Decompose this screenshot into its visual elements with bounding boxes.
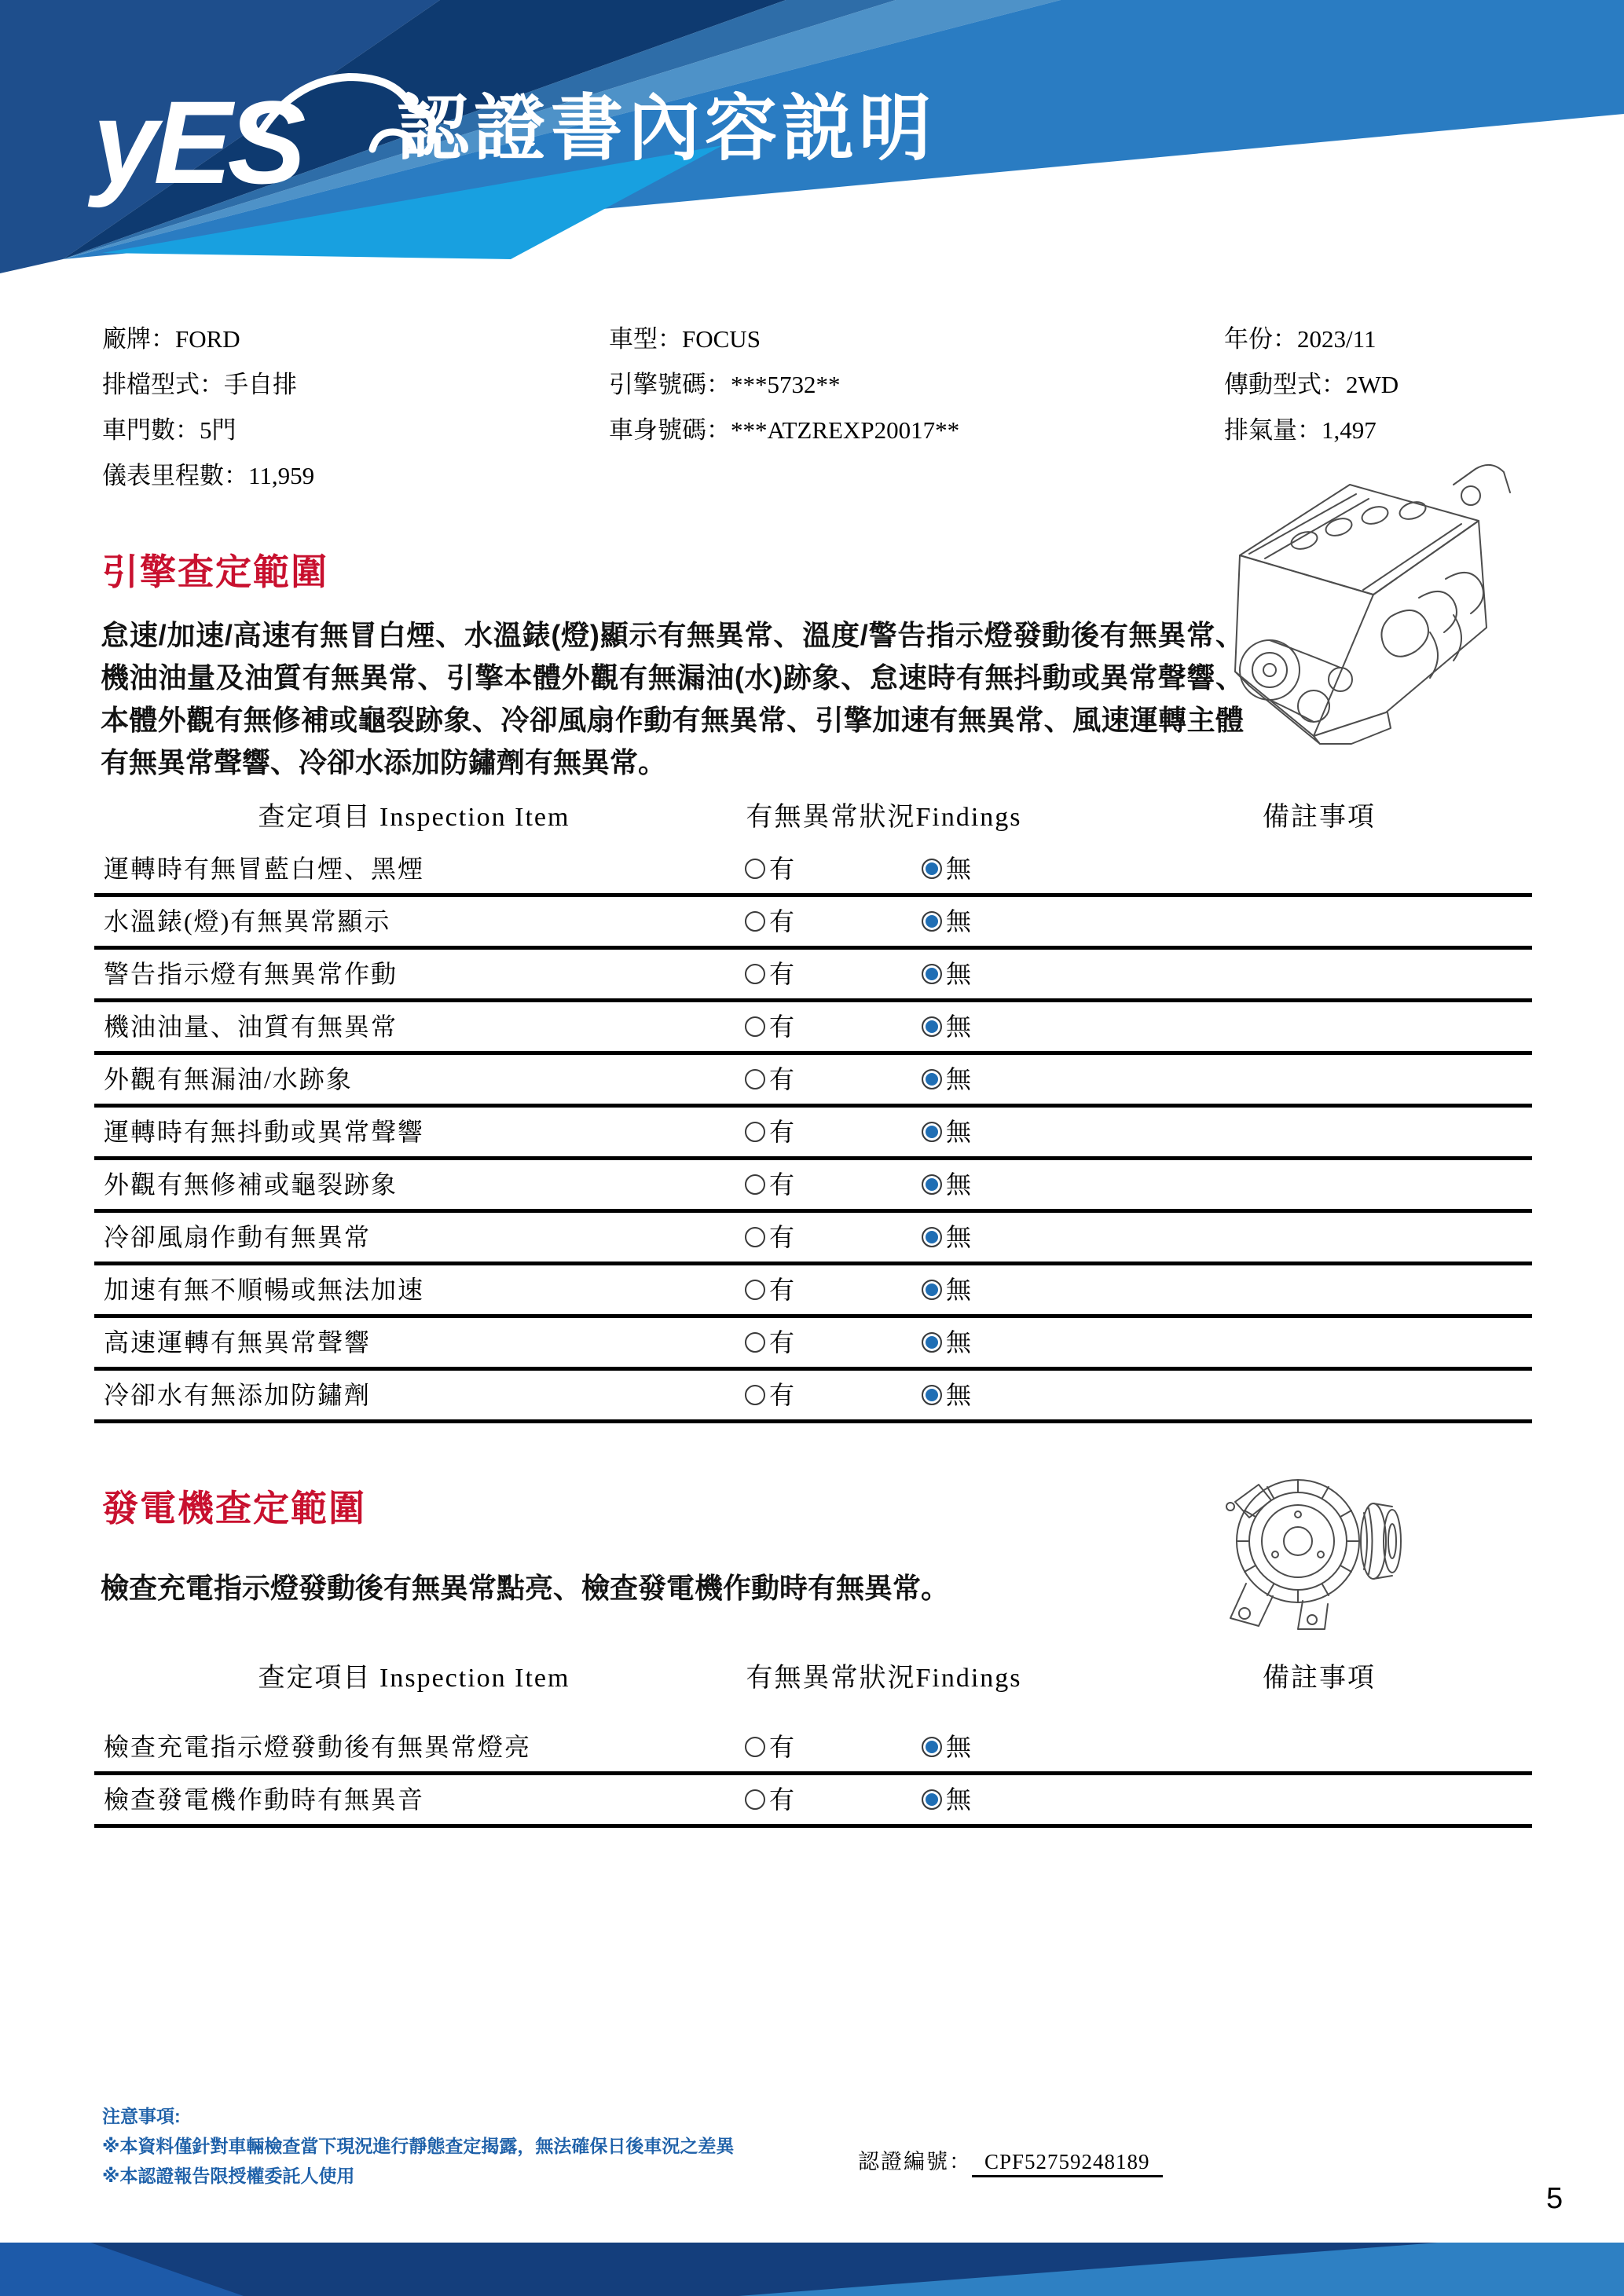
row-item-label: 加速有無不順暢或無法加速 [104,1276,425,1304]
option-no-label: 無 [946,907,972,936]
option-no-label: 無 [946,960,972,988]
certificate-number-row [858,2144,1163,2175]
generator-section-heading: 發電機查定範圍 [102,1488,366,1529]
inspection-row [94,1108,1532,1160]
radio-yes[interactable] [745,911,765,932]
inspection-row [94,1371,1532,1423]
engine-illustration [1194,436,1532,762]
row-item-label: 外觀有無漏油/水跡象 [104,1065,353,1093]
inspection-row [94,950,1532,1002]
option-no-label: 無 [946,855,972,883]
radio-yes[interactable] [745,859,765,879]
option-yes-label: 有 [769,855,795,883]
info-item-odometer: 儀表里程數：11,959 [102,462,315,489]
inspection-row [94,1723,1532,1775]
row-item-label: 警告指示燈有無異常作動 [104,960,398,988]
inspection-row [94,1265,1532,1318]
row-item-label: 外觀有無修補或龜裂跡象 [104,1170,398,1199]
option-no-label: 無 [946,1276,972,1304]
table-body [94,844,1532,1423]
option-yes-label: 有 [769,1118,795,1146]
radio-no-selected[interactable] [922,1016,942,1037]
note-line-2: ※本認證報告限授權委託人使用 [102,2166,355,2186]
footer-band [0,2243,1624,2296]
row-item-label: 水溫錶(燈)有無異常顯示 [104,907,391,936]
engine-inspection-table [94,795,1532,1423]
info-item-doors: 車門數：5門 [102,416,236,444]
radio-yes[interactable] [745,1174,765,1195]
option-yes-label: 有 [769,1223,795,1251]
footer-band-right-accent [0,2243,1624,2296]
info-item-engine-number: 引擎號碼：***5732** [609,371,841,398]
radio-no-selected[interactable] [922,859,942,879]
col-item-header: 查定項目 Inspection Item [258,803,570,832]
radio-yes[interactable] [745,1332,765,1353]
option-yes-label: 有 [769,1328,795,1357]
yes-logo [93,69,423,226]
radio-no-selected[interactable] [922,911,942,932]
radio-no-selected[interactable] [922,1122,942,1142]
info-item-vin: 車身號碼：***ATZREXP20017** [609,416,960,444]
inspection-row [94,897,1532,950]
radio-no-selected[interactable] [922,1332,942,1353]
radio-yes[interactable] [745,1737,765,1757]
radio-no-selected[interactable] [922,1789,942,1810]
col-remarks-header: 備註事項 [1263,803,1376,832]
header-banner [0,0,1624,346]
col-remarks-header: 備註事項 [1263,1664,1376,1693]
radio-yes[interactable] [745,1789,765,1810]
page-number: 5 [1546,2182,1564,2215]
radio-no-selected[interactable] [922,964,942,984]
option-yes-label: 有 [769,1170,795,1199]
row-item-label: 檢查發電機作動時有無異音 [104,1785,425,1814]
inspection-row [94,844,1532,897]
option-yes-label: 有 [769,960,795,988]
table-header [94,795,1532,842]
note-line-1: ※本資料僅針對車輛檢查當下現況進行靜態查定揭露，無法確保日後車況之差異 [102,2136,735,2156]
col-findings-header: 有無異常狀況Findings [746,1664,1022,1693]
option-yes-label: 有 [769,1013,795,1041]
inspection-row [94,1775,1532,1828]
option-yes-label: 有 [769,1381,795,1409]
option-no-label: 無 [946,1170,972,1199]
info-item-drivetrain: 傳動型式：2WD [1224,371,1399,398]
row-item-label: 冷卻風扇作動有無異常 [104,1223,372,1251]
radio-no-selected[interactable] [922,1174,942,1195]
option-no-label: 無 [946,1733,972,1761]
col-item-header: 查定項目 Inspection Item [258,1664,570,1693]
option-yes-label: 有 [769,1065,795,1093]
radio-yes[interactable] [745,1016,765,1037]
option-no-label: 無 [946,1118,972,1146]
alternator-illustration [1210,1458,1424,1645]
radio-no-selected[interactable] [922,1280,942,1300]
inspection-row [94,1318,1532,1371]
info-item-year: 年份：2023/11 [1224,325,1377,353]
radio-no-selected[interactable] [922,1227,942,1247]
yes-logo-text: yES [93,76,302,208]
option-yes-label: 有 [769,1276,795,1304]
engine-description: 怠速/加速/高速有無冒白煙、水溫錶(燈)顯示有無異常、溫度/警告指示燈發動後有無異常、機油油量及油質有無異常、引擎本體外觀有無漏油(水)跡象、怠速時有無抖動或異常聲響、本體外觀有無修補或龜裂跡象、冷卻風扇作動有無異常、引擎加速有無異常、風速運轉主體有無異常聲響、冷卻水添加防鏽劑有無異常。 [101,619,1244,778]
radio-yes[interactable] [745,1227,765,1247]
info-item-displacement: 排氣量：1,497 [1224,416,1377,444]
generator-inspection-table [94,1656,1532,1828]
row-item-label: 冷卻水有無添加防鏽劑 [104,1381,372,1409]
radio-yes[interactable] [745,1280,765,1300]
info-item-model: 車型：FOCUS [609,325,761,353]
inspection-row [94,1213,1532,1265]
inspection-row [94,1160,1532,1213]
row-item-label: 高速運轉有無異常聲響 [104,1328,372,1357]
row-item-label: 檢查充電指示燈發動後有無異常燈亮 [104,1733,532,1761]
generator-description: 檢查充電指示燈發動後有無異常點亮、檢查發電機作動時有無異常。 [101,1572,950,1604]
radio-no-selected[interactable] [922,1385,942,1405]
radio-no-selected[interactable] [922,1737,942,1757]
radio-yes[interactable] [745,1385,765,1405]
option-no-label: 無 [946,1223,972,1251]
option-no-label: 無 [946,1065,972,1093]
option-no-label: 無 [946,1328,972,1357]
page-title: 認證書內容説明 [397,89,937,169]
radio-yes[interactable] [745,1069,765,1089]
radio-no-selected[interactable] [922,1069,942,1089]
row-item-label: 運轉時有無冒藍白煙、黑煙 [104,855,425,883]
inspection-row [94,1002,1532,1055]
option-yes-label: 有 [769,1785,795,1814]
cert-label: 認證編號： [858,2150,972,2173]
radio-yes[interactable] [745,1122,765,1142]
option-no-label: 無 [946,1013,972,1041]
option-yes-label: 有 [769,1733,795,1761]
inspection-row [94,1055,1532,1108]
notes-title: 注意事項: [102,2106,181,2126]
table-header [94,1656,1532,1703]
option-no-label: 無 [946,1381,972,1409]
option-yes-label: 有 [769,907,795,936]
col-findings-header: 有無異常狀況Findings [746,803,1022,832]
info-item-brand: 廠牌：FORD [102,325,240,353]
option-no-label: 無 [946,1785,972,1814]
radio-yes[interactable] [745,964,765,984]
info-item-transmission-type: 排檔型式：手自排 [102,371,297,398]
row-item-label: 機油油量、油質有無異常 [104,1013,398,1041]
row-item-label: 運轉時有無抖動或異常聲響 [104,1118,425,1146]
engine-section-heading: 引擎查定範圍 [102,551,328,592]
table-body [94,1723,1532,1828]
cert-number: CPF52759248189 [972,2150,1163,2177]
